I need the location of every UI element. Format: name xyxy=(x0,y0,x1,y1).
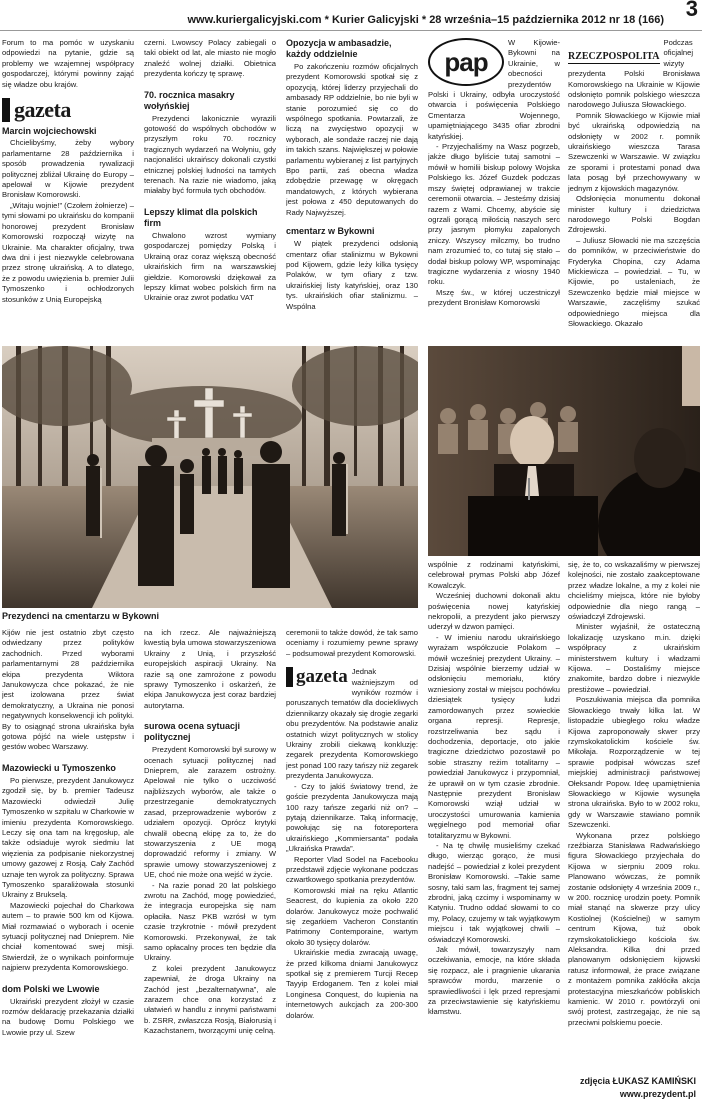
paragraph: Prezydenci lakonicznie wyrazili gotowość do wspólnych obchodów w przyszłym roku 70. rocznicy tragicznych wydarzeń na Wołyniu, gdy nacjonaliści ukraińscy dokonali czystki etnicznej polskiej ludności na tamtych terenach. Na razie nie wiadomo, jaką miałaby być formuła tych obchodów. xyxy=(144,113,276,196)
pap-logo-mark: pap xyxy=(428,38,504,86)
paragraph: Poszukiwania miejsca dla pomnika Słowackiego trwały kilka lat. W listopadzie ubiegłego roku władze Kijowa zaproponowały skwer przy rzymskokatolickim kościele św. Mikołaja. Rozporządzenie w tej sprawie podpisał wówczas szef miejskiej administracji państwowej Ołeksandr Popow. Ideę upamiętnienia Słowackiego w Kijowie wysunęła strona ukraińska. Było to w 2002 roku, gdy w Warszawie stawiano pomnik Szewczenki. xyxy=(568,695,700,830)
paragraph: - Na razie ponad 20 lat polskiego zwrotu na Zachód, mogę powiedzieć, że integracja europejska się nam opłaciła. Nasz PKB wzrósł w tym czasie trzykrotnie - mówił prezydent Komorowski. Przekonywał, że tak samo opłacalny proces ten będzie dla Ukrainy. xyxy=(144,880,276,963)
paragraph: Mszę św., w której uczestniczył prezydent Bronisław Komorowski xyxy=(428,287,560,308)
gazeta-logo xyxy=(286,667,348,687)
gazeta-logo-text: gazeta xyxy=(296,666,348,688)
photo-credit: zdjęcia ŁUKASZ KAMIŃSKI xyxy=(579,1076,696,1086)
paragraph: Mazowiecki pojechał do Charkowa autem – to prawie 500 km od Kijowa. Miał rozmawiać o wyborach i ocenie sytuacji politycznej nad Dnieprem. Nie chciał komentować swej misji. Stwierdził, że o wynikach poinformuje najpierw prezydenta Komorowskiego. xyxy=(2,900,134,973)
subheading: Opozycja w ambasadzie, każdy oddzielnie xyxy=(286,38,392,59)
paragraph: Ukraińskie media zwracają uwagę, że przed kilkoma dniami Janukowycz spotkał się z premierem Turcji Recep Tayyip Erdoganem. Ten z kolei miał Longinesa Conquest, do kupienia na internetowych aukcjach za 200-300 dolarów. xyxy=(286,948,418,1020)
bottom-column-1 xyxy=(2,628,134,1100)
paragraph: Z kolei prezydent Janukowycz zapewniał, że droga Ukrainy na Zachód jest „bezalternatywna”, ale zarazem chce ona korzystać z ułatwień w handlu z innymi państwami b. ZSRR, zwłaszcza Rosją, Białorusią i Kazachstanem, tworzącymi unię celną. xyxy=(144,963,276,1036)
top-column-1 xyxy=(2,38,134,366)
gazeta-logo-bar xyxy=(286,667,293,687)
paragraph: Po pierwsze, prezydent Janukowycz zgodził się, by b. premier Tadeusz Mazowiecki odwiedził Julię Tymoszenko w szpitalu w Charkowie w imieniu prezydenta Komorowskiego. Leczy się ona tam na kręgosłup, ale także odsiaduje wyrok siedmiu lat więzienia za podpisanie niekorzystnej umowy gazowej z Rosją. Cały Zachód uznaje ten wyrok za polityczny. Sprawa Tymoszenko sparaliżowała stosunki Ukrainy z Brukselą. xyxy=(2,775,134,900)
subheading: Mazowiecki u Tymoszenko xyxy=(2,762,116,773)
paragraph: na ich rzecz. Ale najważniejszą kwestią była umowa stowarzyszeniowa Ukrainy z Unią, i przyszłość europejskich aspiracji Ukrainy. Na razie są one zamrożone z powodu sprawy Tymoszenko i oskarżeń, że ekipa Janukowycza jest coraz bardziej autorytarna. xyxy=(144,628,276,710)
paragraph: Odsłonięcia monumentu dokonał minister kultury i dziedzictwa narodowego Polski Bogdan Zdrojewski. xyxy=(568,194,700,235)
paragraph: Minister wyjaśnił, że ostateczną lokalizację uzyskano m.in. dzięki współpracy z ukraińskim ministerstwem kultury i władzami Kijowa. – Dostaliśmy miejsce znakomite, bardzo dobre i niezwykle prestiżowe – powiedział. xyxy=(568,622,700,694)
paragraph: Jak mówił, towarzyszyły nam oczekiwania, emocje, na które składa się rozpacz, ale i pragnienie ukarania sprawców mordu, marzenie o sprawiedliwości i lęk przed represjami za przeciwstawienie się katyńskiemu kłamstwu. xyxy=(428,945,560,1017)
paragraph: Ukraiński prezydent złożył w czasie rozmów deklarację przekazania działki na budowę Domu Polskiego we Lwowie przy ul. Szew xyxy=(2,996,134,1037)
top-column-4 xyxy=(428,38,560,366)
paragraph: - Czy to jakiś światowy trend, że goście prezydenta Janukowycza mają 100 razy tańsze zegarki niż on? – pytają dziennikarze. Taką informację, powołując się na fotoreportera ukraińskiego „Kommiersanta” podała „Ukraińska Prawda”. xyxy=(286,781,418,854)
page-header xyxy=(0,0,702,30)
paragraph: czerni. Lwowscy Polacy zabiegali o taki obiekt od lat, ale miasto nie mogło znaleźć wolnej działki. Obietnica prezydenta kończy tę sprawę. xyxy=(144,38,276,79)
paragraph: się, że to, co wskazaliśmy w pierwszej kolejności, nie zostało zaakceptowane przez władze lokalne, a my z kolei nie chcieliśmy miejsca, które nie byłoby odpowiednie dla niego rangą – oświadczył Zdrojewski. xyxy=(568,560,700,622)
rzeczpospolita-logo xyxy=(568,52,660,64)
author-byline: Marcin wojciechowski xyxy=(2,126,97,137)
paragraph: - Przyjechaliśmy na Wasz pogrzeb, jakże długo byliście tutaj samotni – mówił w homilii biskup polowy Wojska Polskiego ks. Józef Guzdek podczas mszy świętej odprawianej w trakcie ceremonii otwarcia. – Jesteśmy dzisiaj razem z Wami. Chcemy, abyście się ogrzali gorącą miłością naszych serc przy jasnym płomyku zapalonych zniczy. Wszyscy milczmy, bo trudno nam zrozumieć to, co tutaj się stało – dodał biskup polowy WP, wspominając tragiczne wydarzenia z wiosny 1940 roku. xyxy=(428,142,560,287)
paragraph: W piątek prezydenci odsłonią cmentarz ofiar stalinizmu w Bykowni pod Kijowem, gdzie leży kilka tysięcy Polaków, w tym ofiary z tzw. ukraińskiej listy katyńskiej, oraz 130 tys. ukraińskich ofiar stalinizmu. – Wspólna xyxy=(286,239,418,311)
paragraph: W Kijowie-Bykowni na Ukrainie, w obecności prezydentów Polski i Ukrainy, odbyła uroczystość otwarcia i poświęcenia Polskiego Cmentarza Wojennego, upamiętniającego 3435 ofiar zbrodni katyńskiej. xyxy=(428,38,560,141)
bottom-column-3 xyxy=(286,628,418,1100)
subheading: cmentarz w Bykowni xyxy=(286,226,375,237)
subheading: surowa ocena sytuacji politycznej xyxy=(144,721,241,743)
bottom-column-4 xyxy=(428,560,560,1100)
subheading: 70. rocznica masakry wołyńskiej xyxy=(144,89,235,111)
paragraph: Chwalono wzrost wymiany gospodarczej pomiędzy Polską i Ukrainą oraz coraz większą obecność ukraińskich firm na warszawskiej giełdzie. Komorowski dziękował za lepszy klimat wobec polskich firm na Ukrainie oraz zwrot podatku VAT xyxy=(144,230,276,303)
bottom-column-2 xyxy=(144,628,276,1100)
paragraph: Wykonana przez polskiego rzeźbiarza Stanisława Radwańskiego figura Słowackiego przyjechała do Kijowa w sierpniu 2009 roku. Planowano wówczas, że pomnik zostanie odsłonięty 4 września 2009 r., w 200. rocznicę urodzin poety. Pomnik miał stanąć na skwerze przy ulicy Kostiolnej (Kościelnej) w samym centrum Kijowa, tuż obok rzymskokatolickiego kościoła św. Aleksandra. Kilka dni przed planowanym odsłonięciem kijowski ratusz informował, że prace związane z montażem pomnika zakłóciła akcja protestacyjna mieszkańców pobliskich kamienic. W 2010 r. powtórzyli oni swój protest, zastrzegając, że nie są przeciwni polskiemu poecie. xyxy=(568,830,700,1027)
paragraph: Pomnik Słowackiego w Kijowie miał być ukraińską odpowiedzią na odsłonięty w 2002 r. pomnik ukraińskiego wieszcza Tarasa Szewczenki w Warszawie. W związku ze sporami i protestami ponad dwa lata posąg był przechowywany w jednym z kijowskich magazynów. xyxy=(568,110,700,193)
paragraph: Reporter Vlad Sodel na Facebooku przedstawił zdjęcie wykonane podczas czwartkowego spotkania prezydentów. xyxy=(286,854,418,885)
cemetery-photo-illustration xyxy=(2,346,418,608)
paragraph: – Juliusz Słowacki nie ma szczęścia do pomników, w przeciwieństwie do Fryderyka Chopina, czy Adama Mickiewicza – powiedział. – Tu, w Kijowie, po ustaleniach, że Szewczenko będzie miał miejsce w Warszawie, zaczęliśmy szukać odpowiedniego miejsca dla Słowackiego. Okazało xyxy=(568,235,700,328)
gazeta-logo-text: gazeta xyxy=(14,97,71,123)
top-column-2 xyxy=(144,38,276,366)
header-rule xyxy=(0,30,702,31)
press-conference-photo xyxy=(428,346,700,556)
gazeta-logo-bar xyxy=(2,98,10,122)
paragraph: „Witaju wojnie!” (Czołem żołnierze) – tymi słowami po ukraińsku do kompanii honorowej prezydent Bronisław Komorowski rozpoczął wizytę na Ukrainie. Ma charakter oficjalny, trwa dwa dni i jest niezwykle celebrowana przez stronę ukraińską. A to dlatego, że z powodu uwięzienia b. premier Julii Tymoszenko i ochłodzonych stosunków z Unią Europejską xyxy=(2,200,134,304)
page-number: 3 xyxy=(685,0,698,21)
press-conference-illustration xyxy=(428,346,700,556)
top-column-3 xyxy=(286,38,418,366)
paragraph: Chcielibyśmy, żeby wybory parlamentarne 28 października i sposób prowadzenia rywalizacji politycznej zbliżał Ukrainę do Europy – apelował w Kijowie prezydent Bronisław Komorowski. xyxy=(2,138,134,200)
paragraph: Prezydent Komorowski był surowy w ocenach sytuacji politycznej nad Dnieprem, ale zarazem ostrożny. Apelował nie tylko o uczciwość najbliższych wyborów, ale także o przestrzeganie demokratycznych zasad, przeprowadzenie wyborów z udziałem opozycji. Oprócz krytyki chwalił obecną ekipę za to, że do stowarzyszenia z UE mogą doprowadzić reformy i zmiany. W sprawie umowy stowarzyszeniowej z UE, choć nie może ona wejść w życie. xyxy=(144,745,276,880)
bottom-column-5 xyxy=(568,560,700,1068)
cemetery-photo xyxy=(2,346,418,608)
subheading: dom Polski we Lwowie xyxy=(2,983,100,994)
top-column-5 xyxy=(568,38,700,338)
rzeczpospolita-logo-text: RZECZPOSPOLITA xyxy=(568,52,660,64)
paragraph: - W imieniu narodu ukraińskiego wyrażam współczucie Polakom – mówił wcześniej prezydent Ukrainy. – Dzisiaj wspólnie bierzemy udział w odsłonięciu memoriału, który wzniesiony został w miejscu pochówku dziesiątek tysięcy ludzi zamordowanych przez sowieckie organa represji. Represje, rozstrzeliwania bez sądu i dochodzenia, deportacje, oto jakie tragiczne dziedzictwo pozostawił po sobie straszny reżim totalitarny – powiedział Janukowycz i przypomniał, że uprawił on w tym czasie zbrodnie. Następnie prezydent Bronisław Komorowski wziął udział w uroczystości umurowania kamienia węgielnego pod memoriał ofiar totalitaryzmu w Bykowni. xyxy=(428,632,560,840)
paragraph: Podczas oficjalnej wizyty prezydenta Polski Bronisława Komorowskiego na Ukrainie w Kijowie odsłonięto pomnik polskiego wieszcza narodowego Juliusza Słowackiego. xyxy=(568,38,700,110)
paragraph: wspólnie z rodzinami katyńskimi, celebrował prymas Polski abp Józef Kowalczyk. xyxy=(428,560,560,590)
paragraph: Komorowski miał na ręku Atlantic Seacrest, do kupienia za około 220 dolarów. Janukowycz może pochwalić się zegarkiem Vacheron Constantin Patrimony Contemporaine, wartym około 30 tysięcy dolarów. xyxy=(286,885,418,947)
paragraph: Po zakończeniu rozmów oficjalnych prezydent Komorowski spotkał się z opozycją, której liderzy przyjechali do ambasady RP oddzielnie, bo nie byli w stanie porozumieć się co do wspólnego spotkania. Powtarzali, że liczą na zwycięstwo opozycji w wyborach, ale sondaże raczej nie dają im takich szans. Największej w połowie parlamentu wybieranej z list partyjnych Bpo partii, zaś obecna władza zdobędzie przewagę w okręgach mandatowych, z których wybierana jest połowa z 450 deputowanych do Rady Najwyższej. xyxy=(286,62,418,217)
paragraph: Jednak ważniejszym od wyników rozmów i poruszanych tematów dla dociekliwych dziennikarzy okazały się drogie zegarki obu prezydentów. Na podstawie analiz ostatnich wizyt politycznych w stolicy Ukrainy zrobili ciekawą konkluzję: zegarek prezydenta Komorowskiego jest ponad 100 razy tańszy niż zegarek prezydenta Janukowycza. xyxy=(286,667,418,781)
photo-caption: Prezydenci na cmentarzu w Bykowni xyxy=(2,611,160,621)
paragraph: Forum to ma pomóc w uzyskaniu odpowiedzi na pytanie, gdzie są problemy we wzajemnej współpracy gospodarczej, którymi powinny zająć się władze obu krajów. xyxy=(2,38,134,89)
source-website: www.prezydent.pl xyxy=(619,1089,696,1099)
gazeta-logo xyxy=(2,98,134,122)
paragraph: Kijów nie jest ostatnio zbyt często odwiedzany przez polityków zachodnich. Przed wyborami parlamentarnymi 28 października ekipa prezydenta Wiktora Janukowycza chce pokazać, że nie jest izolowana przez świat demokratyczny, a Ukraina nie ponosi negatywnych konsekwencji ich polityki. By to osiągnąć strona ukraińska była gotowa pójść na wiele ustępstw i gestów wobec Warszawy. xyxy=(2,628,134,752)
header-line: www.kuriergalicyjski.com * Kurier Galicyjski * 28 września–15 października 2012 nr 18 (166) xyxy=(187,14,664,26)
paragraph: ceremonii to także dowód, że tak samo oceniamy i rozumiemy pewne sprawy – podsumował prezydent Komorowski. xyxy=(286,628,418,658)
pap-logo xyxy=(428,38,504,86)
paragraph: - Na tę chwilę musieliśmy czekać długo, wierząc gorąco, że musi nadejść – powiedział z kolei prezydent Bronisław Komorowski. –Takie same sosny, taki sam las, fragment tej samej zbrodni, jaką czcimy i wspominamy w Katyniu. Trudno oddać słowami to co my, Polacy, czujemy w tak wyjątkowym miejscu i tak wyjątkowej chwili – oświadczył Komorowski. xyxy=(428,840,560,944)
subheading: Lepszy klimat dla polskich firm xyxy=(144,206,258,228)
paragraph: Wcześniej duchowni dokonali aktu poświęcenia nowej katyńskiej nekropolii, a prezydent jako pierwszy uderzył w dzwon pamięci. xyxy=(428,591,560,632)
